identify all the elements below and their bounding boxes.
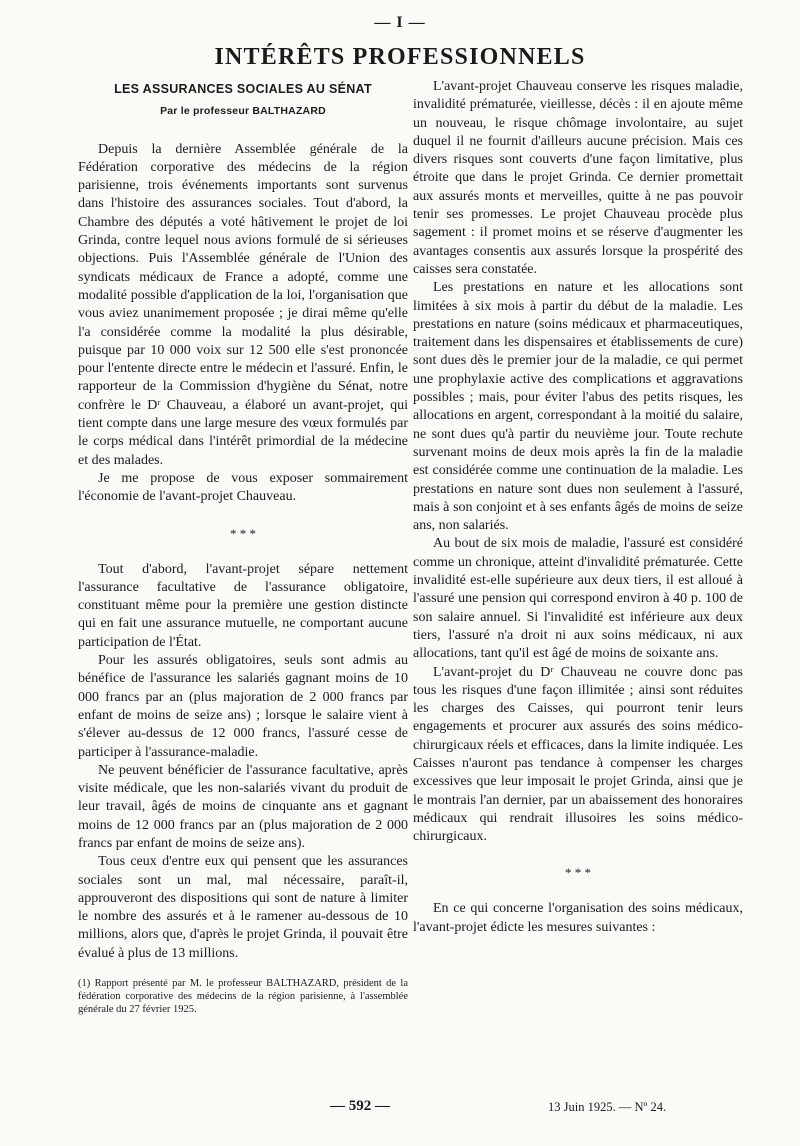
section-separator (413, 865, 743, 881)
paragraph: Les prestations en nature et les allocations sont limitées à six mois à partir du début de la maladie. Les prestations en nature (soins médicaux et pharmaceutiques, traitement dans les dispensaires et établissements de cure) sont dues dès le premier jour de la maladie, ce qui permet une prophylaxie active des complications et aggravations possibles ; mais, pour éviter l'abus des petits risques, les allocations en argent, correspondant à la moitié du salaire, ne sont dues qu'à partir du neuvième jour. Toute rechute survenant moins de deux mois après la fin de la maladie est considérée comme une continuation de la maladie. Les prestations en nature sont dues non seulement à l'assuré, mais à son conjoint et à ses enfants âgés de moins de seize ans, non salariés. (413, 280, 743, 534)
separator-stars: * * * (230, 525, 256, 541)
paragraph: L'avant-projet du Dʳ Chauveau ne couvre donc pas tous les risques d'une façon illimitée ; ainsi sont réduites les charges des Caisses, qui pourront tenir leurs engagements et procurer aux assurés des soins médico-chirurgicaux réels et efficaces, dans la limite indiquée. Les Caisses n'auront pas tendance à compenser les charges excessives que leur imposait le projet Grinda, ainsi que je le montrais l'an dernier, par un abaissement des honoraires médicaux qui rendrait illusoires les soins médico-chirurgicaux. (413, 664, 743, 845)
paragraph: Pour les assurés obligatoires, seuls sont admis au bénéfice de l'assurance les salariés gagnant moins de 10 000 francs par an (plus majoration de 2 000 francs par enfant de moins de seize ans) ; lorsque le salaire vient à s'élever au-dessus de 12 000 francs, l'assuré cesse de participer à l'assurance-maladie. (78, 653, 408, 760)
footnote: (1) Rapport présenté par M. le professeur BALTHAZARD, président de la fédération corporative des médecins de la région parisienne, à l'assemblée générale du 27 février 1925. (78, 978, 408, 1016)
paragraph: Depuis la dernière Assemblée générale de la Fédération corporative des médecins de la région parisienne, trois événements importants sont survenus dans l'histoire des assurances sociales. Tout d'abord, la Chambre des députés a voté hâtivement le projet de loi Grinda, contre lequel nous avions formulé de si sérieuses objections. Puis l'Assemblée générale de l'Union des syndicats médicaux de France a adopté, comme une modalité possible d'application de la loi, l'organisation que vous aviez unanimement proposée ; je dirai même qu'elle l'a considérée comme la modalité la plus désirable, puisque par 10 000 voix sur 12 500 elle s'est prononcée pour l'entente directe entre le médecin et l'assuré. Enfin, le rapporteur de la Commission d'hygiène du Sénat, notre confrère le Dʳ Chauveau, a élaboré un avant-projet, qui tient compte dans une large mesure des vœux formulés par le corps médical dans l'intérêt primordial de la médecine et des malades. (78, 141, 408, 468)
left-column (78, 80, 408, 1016)
paragraph: Je me propose de vous exposer sommairement l'économie de l'avant-projet Chauveau. (78, 470, 408, 505)
article-byline: Par le professeur BALTHAZARD (160, 105, 326, 118)
page-number: — 592 — (330, 1098, 390, 1114)
right-column (413, 78, 743, 937)
section-mark: — I — (374, 14, 426, 31)
page-footer (0, 1098, 800, 1122)
paragraph: Ne peuvent bénéficier de l'assurance facultative, après visite médicale, que les non-salariés vivant du produit de leur travail, âgés de moins de cinquante ans et gagnant moins de 12 000 francs par an (plus majoration de 2 000 francs par enfant de moins de seize ans). (78, 762, 408, 851)
paragraph: L'avant-projet Chauveau conserve les risques maladie, invalidité prématurée, vieillesse, décès : il en ajoute même un nouveau, le risque chômage involontaire, au sujet duquel il ne fournit d'ailleurs aucune précision. Mais ces divers risques sont couverts d'une façon limitative, plus étroite que dans le projet Grinda. Ce dernier promettait aux assurés monts et merveilles, quitte à ne pas pouvoir tenir ses promesses. Le projet Chauveau procède plus sagement : il promet moins et se réserve d'augmenter les avantages consentis aux assurés lorsque la prospérité des caisses sera constatée. (413, 79, 743, 277)
section-title: INTÉRÊTS PROFESSIONNELS (214, 44, 586, 70)
section-separator (78, 525, 408, 541)
issue-date: 13 Juin 1925. — Nº 24. (548, 1100, 667, 1114)
paragraph: Au bout de six mois de maladie, l'assuré est considéré comme un chronique, atteint d'invalidité prématurée. Cette invalidité est-elle supérieure aux deux tiers, il est alloué à l'assuré une pension qui correspond environ à 40 p. 100 de son salaire annuel. Si l'invalidité est inférieure aux deux tiers, l'assuré n'a droit ni aux soins médicaux, ni aux allocations, tant qu'il est âgé de moins de soixante ans. (413, 536, 743, 662)
paragraph: Tout d'abord, l'avant-projet sépare nettement l'assurance facultative de l'assurance obligatoire, constituant même pour la première une gestion distincte qui en fait une assurance mutuelle, ne comportant aucune participation de l'État. (78, 561, 408, 650)
paragraph: En ce qui concerne l'organisation des soins médicaux, l'avant-projet édicte les mesures suivantes : (413, 901, 743, 935)
separator-stars: * * * (565, 865, 591, 881)
article-title: LES ASSURANCES SOCIALES AU SÉNAT (114, 82, 372, 96)
paragraph: Tous ceux d'entre eux qui pensent que les assurances sociales sont un mal, mal nécessaire, paraît-il, approuveront des dispositions qui sont de nature à limiter le nombre des assurés et à le ramener au-dessous de 10 millions, alors que, d'après le projet Grinda, il pouvait être évalué à plus de 13 millions. (78, 854, 408, 961)
